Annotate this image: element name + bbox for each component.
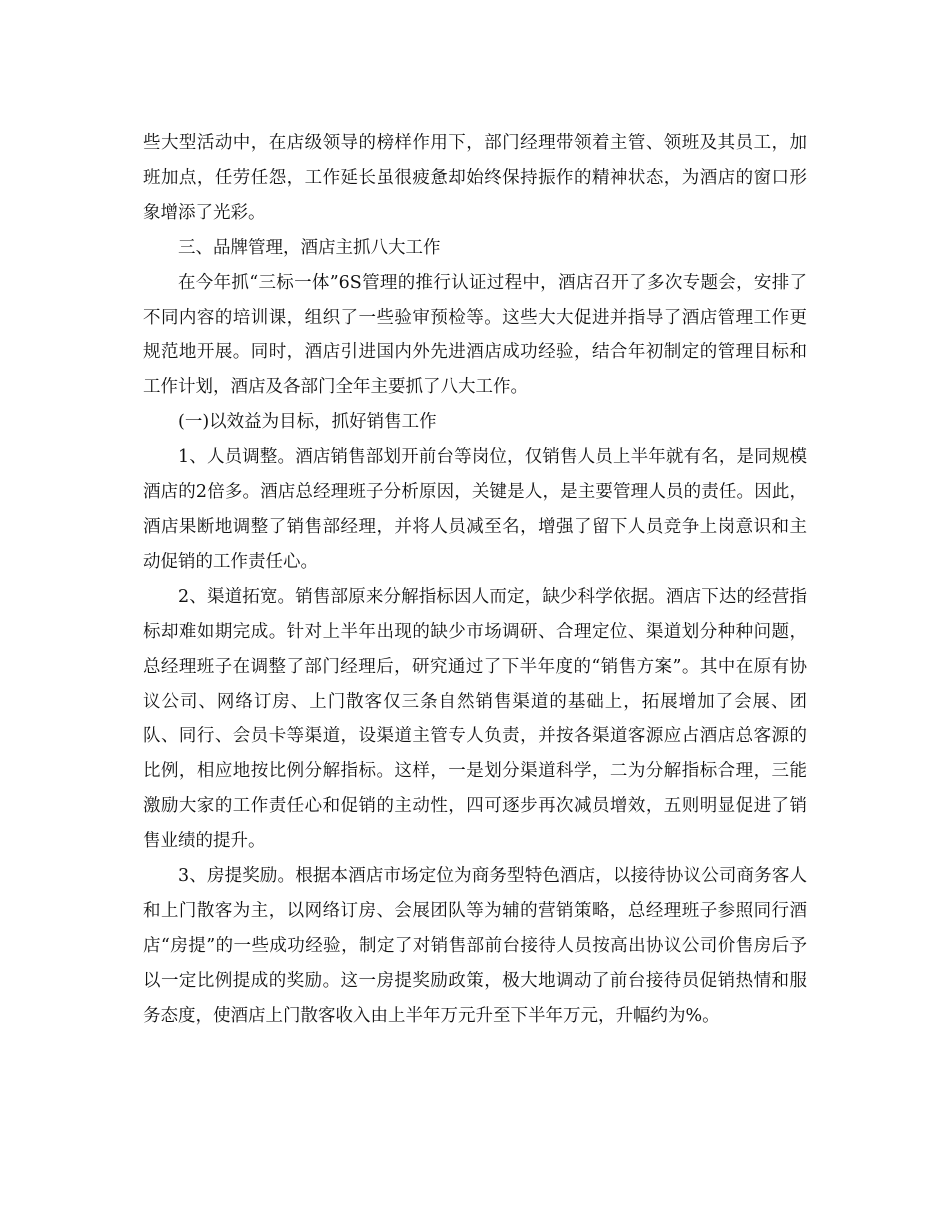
paragraph-continuation: 些大型活动中，在店级领导的榜样作用下，部门经理带领着主管、领班及其员工，加班加点，任劳任怨，工作延长虽很疲惫却始终保持振作的精神状态，为酒店的窗口形象增添了光彩。 <box>143 133 807 223</box>
subsection-heading-sales: (一)以效益为目标，抓好销售工作 <box>178 412 437 433</box>
paragraph-staff-adjustment: 1、人员调整。酒店销售部划开前台等岗位，仅销售人员上半年就有名，是同规模酒店的2倍多。酒店总经理班子分析原因，关键是人，是主要管理人员的责任。因此，酒店果断地调整了销售部经理，并将人员减至名，增强了留下人员竞争上岗意识和主动促销的工作责任心。 <box>143 447 807 572</box>
paragraph-channel-expansion: 2、渠道拓宽。销售部原来分解指标因人而定，缺少科学依据。酒店下达的经营指标却难如期完成。针对上半年出现的缺少市场调研、合理定位、渠道划分种种问题，总经理班子在调整了部门经理后，研究通过了下半年度的“销售方案”。其中在原有协议公司、网络订房、上门散客仅三条自然销售渠道的基础上，拓展增加了会展、团队、同行、会员卡等渠道，设渠道主管专人负责，并按各渠道客源应占酒店总客源的比例，相应地按比例分解指标。这样，一是划分渠道科学，二为分解指标合理，三能激励大家的工作责任心和促销的主动性，四可逐步再次减员增效，五则明显促进了销售业绩的提升。 <box>143 586 807 852</box>
paragraph-room-commission: 3、房提奖励。根据本酒店市场定位为商务型特色酒店，以接待协议公司商务客人和上门散客为主，以网络订房、会展团队等为辅的营销策略，总经理班子参照同行酒店“房提”的一些成功经验，制定了对销售部前台接待人员按高出协议公司价售房后予以一定比例提成的奖励。这一房提奖励政策，极大地调动了前台接待员促销热情和服务态度，使酒店上门散客收入由上半年万元升至下半年万元，升幅约为%。 <box>143 866 807 1026</box>
section-heading-brand-management: 三、品牌管理，酒店主抓八大工作 <box>178 237 441 258</box>
paragraph-6s-certification: 在今年抓“三标一体”6S管理的推行认证过程中，酒店召开了多次专题会，安排了不同内容的培训课，组织了一些验审预检等。这些大大促进并指导了酒店管理工作更规范地开展。同时，酒店引进国内外先进酒店成功经验，结合年初制定的管理目标和工作计划，酒店及各部门全年主要抓了八大工作。 <box>143 272 807 398</box>
document-body <box>143 126 807 1034</box>
